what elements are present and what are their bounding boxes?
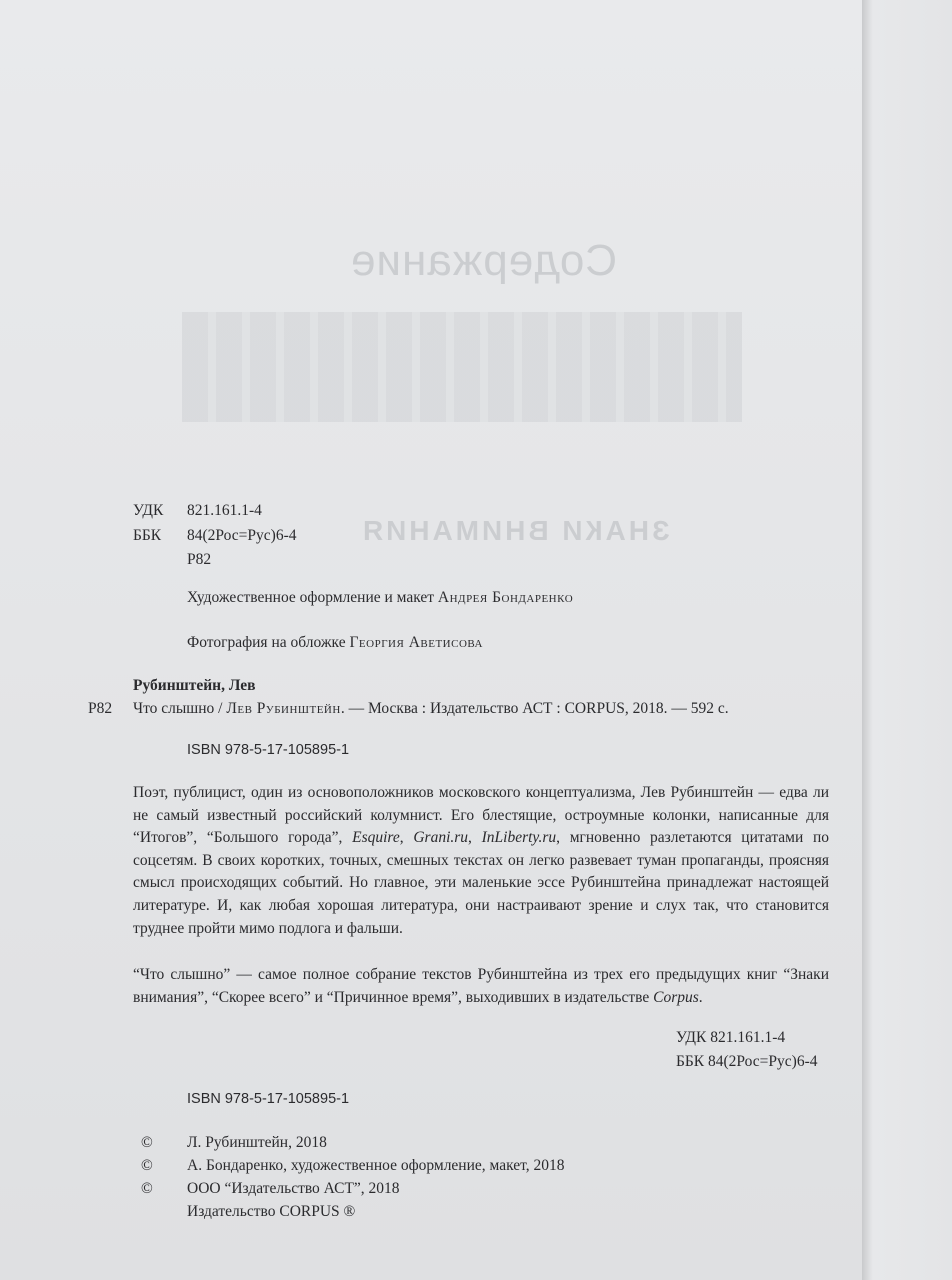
author-mark: Р82 bbox=[187, 551, 212, 568]
record-title: Что слышно / bbox=[133, 700, 227, 717]
record-imprint: . — Москва : Издательство АСТ : CORPUS, 2018. — 592 с. bbox=[340, 700, 729, 717]
copyright-symbol-3: © bbox=[141, 1180, 153, 1197]
copyright-symbol-2: © bbox=[141, 1157, 153, 1174]
photo-credit bbox=[187, 633, 483, 653]
record-title-line bbox=[133, 699, 729, 719]
bottom-udk: УДК 821.161.1-4 bbox=[676, 1029, 786, 1046]
design-credit-prefix: Художественное оформление и макет bbox=[187, 589, 435, 606]
show-through-graphic bbox=[182, 312, 742, 422]
annotation-sep-1: , bbox=[399, 829, 414, 847]
annotation-p2-text-a: “Что слышно” — самое полное собрание текстов Рубинштейна из трех его предыдущих книг “Знаки внимания”, “Скорее всего” и “Причинное время”, выходивших в издательстве bbox=[133, 966, 829, 1006]
annotation-corpus: Corpus bbox=[653, 988, 699, 1006]
annotation-inliberty: InLiberty.ru bbox=[481, 829, 557, 847]
isbn-bottom: ISBN 978-5-17-105895-1 bbox=[187, 1091, 350, 1107]
annotation-esquire: Esquire bbox=[352, 829, 400, 847]
record-isbn: ISBN 978-5-17-105895-1 bbox=[187, 742, 350, 758]
annotation-paragraph-2 bbox=[133, 964, 829, 1009]
record-title-author: Лев Рубинштейн bbox=[226, 700, 341, 717]
udk-label: УДК bbox=[133, 502, 164, 519]
annotation-p2-text-b: . bbox=[698, 988, 703, 1006]
adjacent-page-edge bbox=[862, 0, 952, 1280]
copyright-text-2: А. Бондаренко, художественное оформление, макет, 2018 bbox=[187, 1157, 565, 1174]
record-mark: Р82 bbox=[88, 700, 113, 717]
annotation-grani: Grani.ru bbox=[413, 829, 469, 847]
publisher-line: Издательство CORPUS ® bbox=[187, 1203, 356, 1220]
design-credit bbox=[187, 588, 573, 608]
copyright-text-1: Л. Рубинштейн, 2018 bbox=[187, 1134, 327, 1151]
annotation-p1-text-b: , мгновенно разлетаются цитатами по соцсетям. В своих коротких, точных, смешных текстах он легко развевает туман пропаганды, проясняя смысл происходящих событий. Но главное, эти маленькие эссе Рубинштейна принадлежат настоящей литературе. И, как любая хорошая литература, они настраивают зрение и слух так, что становится труднее пройти мимо подлога и фальши. bbox=[133, 829, 830, 937]
annotation-p1-text-a: Поэт, публицист, один из основоположников московского концептуализма, Лев Рубинштейн — едва ли не самый известный российский колумнист. Его блестящие, остроумные колонки, написанные для “Итогов”, “Большого города”, bbox=[133, 784, 829, 847]
bbk-label: ББК bbox=[133, 527, 162, 544]
photo-credit-name: Георгия Аветисова bbox=[349, 634, 483, 651]
annotation-sep-2: , bbox=[468, 829, 482, 847]
udk-value: 821.161.1-4 bbox=[187, 502, 262, 519]
bottom-bbk: ББК 84(2Рос=Рус)6-4 bbox=[676, 1053, 818, 1070]
copyright-text-3: ООО “Издательство АСТ”, 2018 bbox=[187, 1180, 400, 1197]
annotation-paragraph-1 bbox=[133, 782, 829, 940]
bbk-value: 84(2Рос=Рус)6-4 bbox=[187, 527, 297, 544]
photo-credit-prefix: Фотография на обложке bbox=[187, 634, 346, 651]
record-author-heading: Рубинштейн, Лев bbox=[133, 677, 256, 694]
show-through-heading: ЗНАКИ ВНИМАНИЯ bbox=[360, 515, 670, 546]
design-credit-name: Андрея Бондаренко bbox=[437, 589, 574, 606]
copyright-symbol-1: © bbox=[141, 1134, 153, 1151]
show-through-title: Содержание bbox=[350, 236, 618, 285]
